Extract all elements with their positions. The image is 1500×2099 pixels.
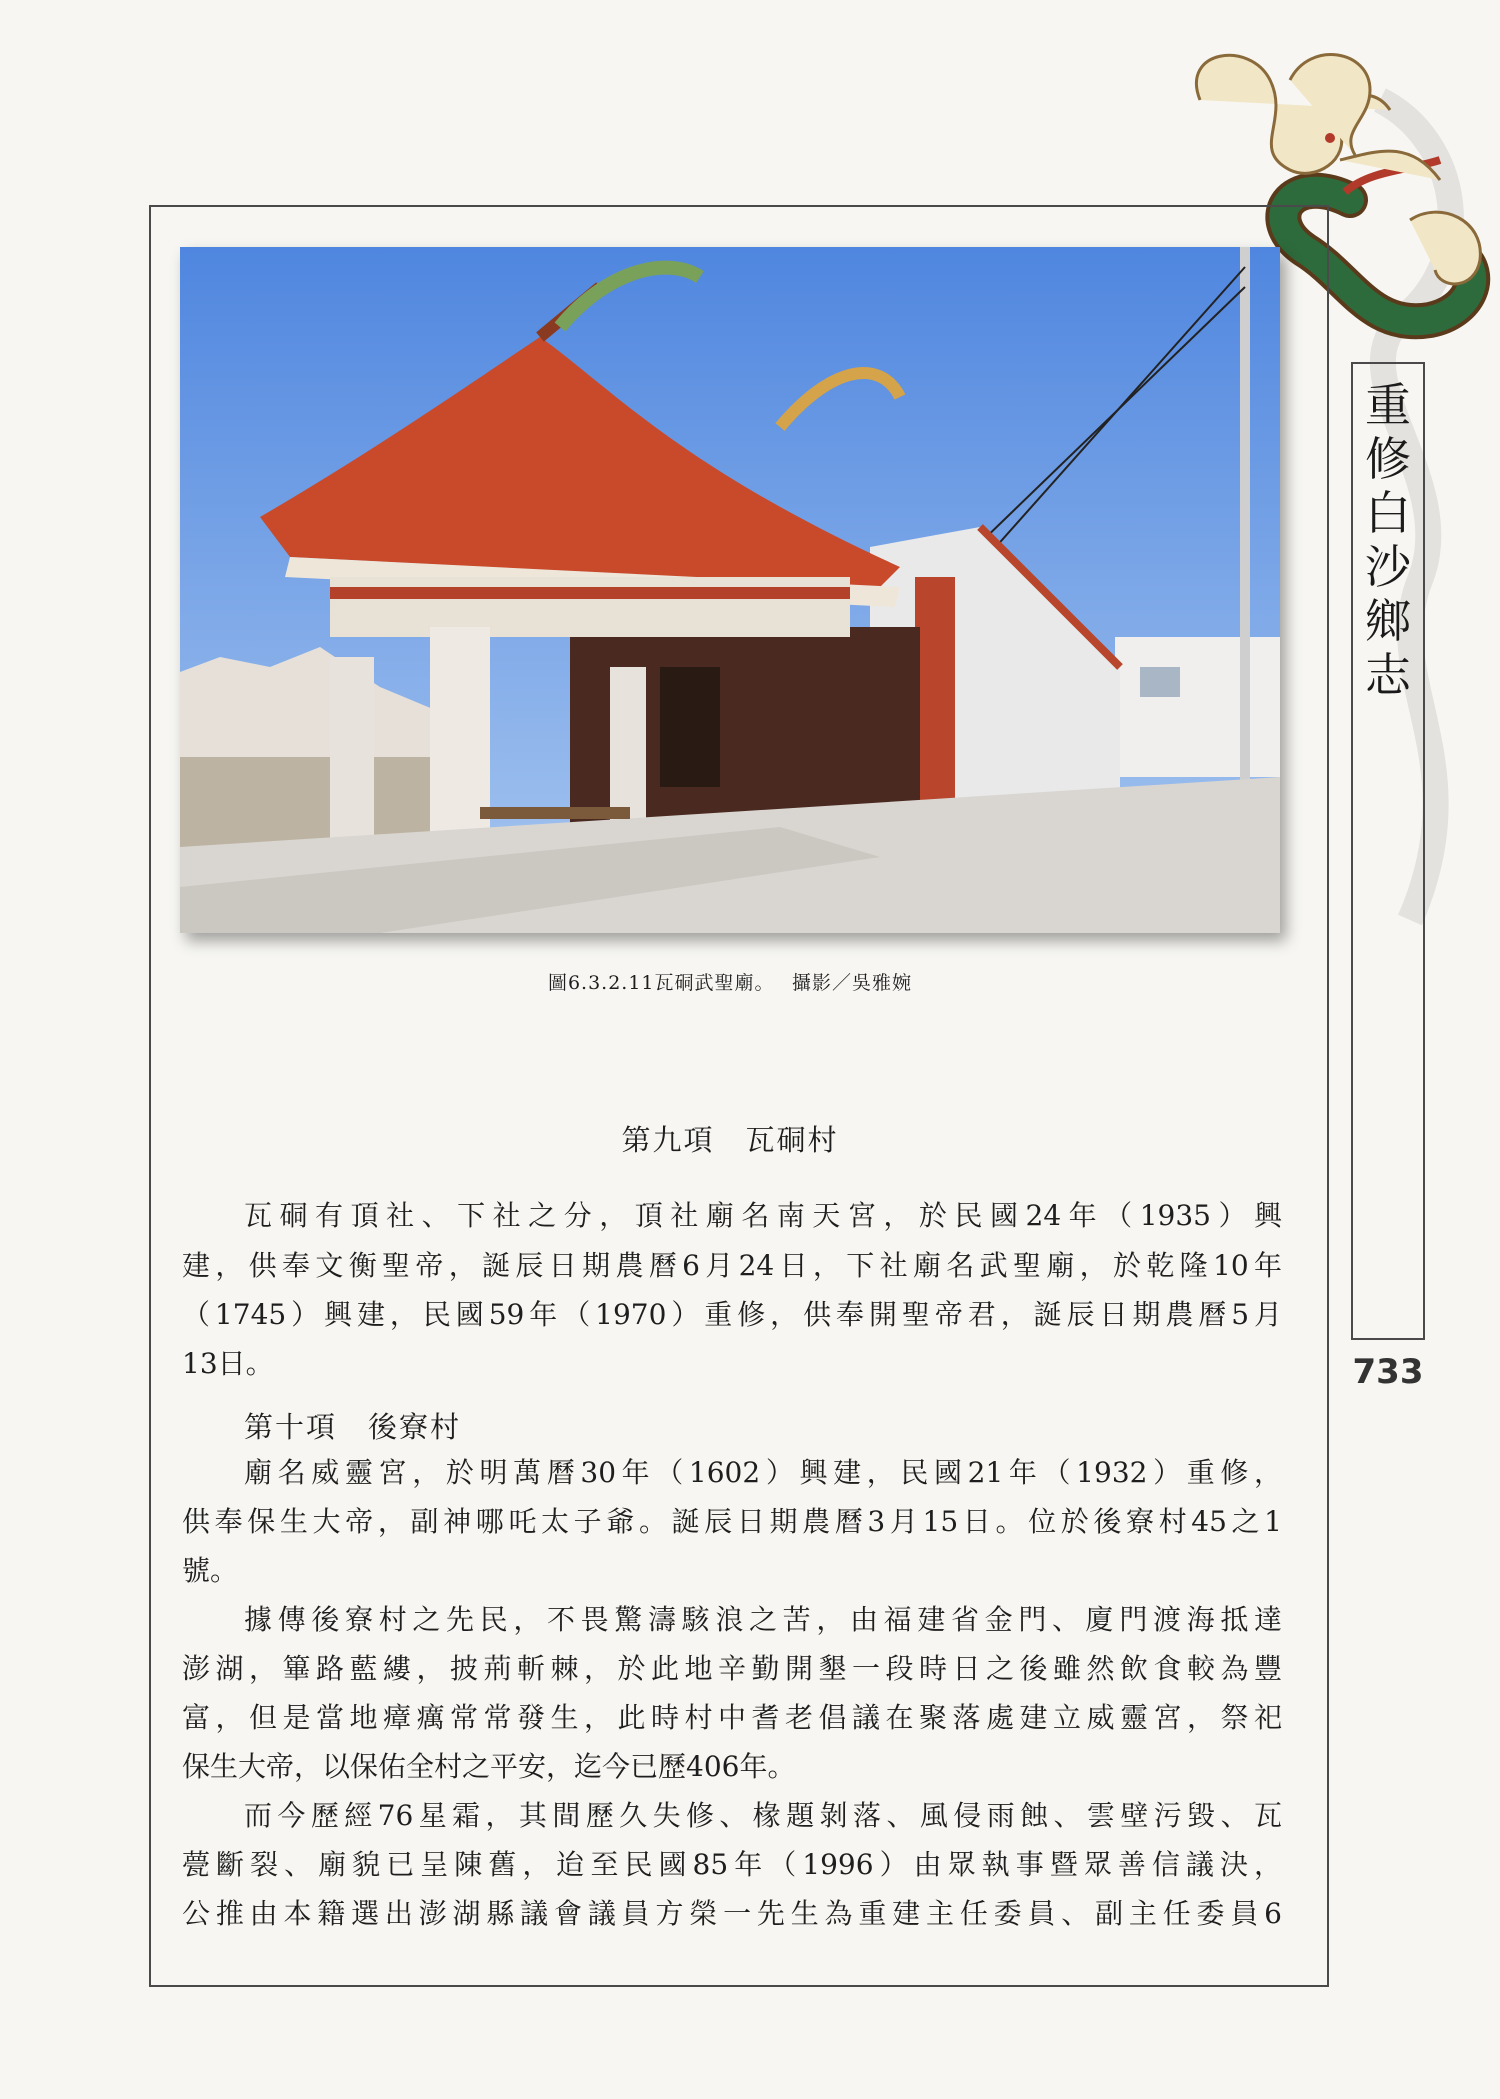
page-number: 733 (1352, 1352, 1424, 1392)
book-title-char: 重 (1365, 378, 1411, 432)
paragraph-line: 甍斷裂、廟貌已呈陳舊，迨至民國85年（1996）由眾執事暨眾善信議決， (182, 1848, 1282, 1881)
paragraph-line: 而今歷經76星霜，其間歷久失修、椽題剝落、風侵雨蝕、雲壁污毀、瓦 (244, 1799, 1282, 1832)
paragraph-line: 保生大帝，以保佑全村之平安，迄今已歷406年。 (182, 1750, 796, 1783)
photo-caption: 圖6.3.2.11瓦硐武聖廟。 攝影／吳雅婉 (547, 972, 913, 994)
subsection-title: 第十項 後寮村 (244, 1410, 462, 1444)
book-title-char: 志 (1365, 648, 1411, 702)
section-paragraph-line: 13日。 (182, 1347, 274, 1380)
section-paragraph-line: （1745）興建，民國59年（1970）重修，供奉開聖帝君，誕辰日期農曆5月 (182, 1298, 1282, 1331)
book-title-char: 修 (1365, 432, 1411, 486)
section-paragraph-line: 建，供奉文衡聖帝，誕辰日期農曆6月24日，下社廟名武聖廟，於乾隆10年 (182, 1249, 1282, 1282)
paragraph-line: 據傳後寮村之先民，不畏驚濤駭浪之苦，由福建省金門、廈門渡海抵達 (244, 1603, 1282, 1636)
section-title: 第九項 瓦硐村 (621, 1123, 839, 1157)
book-title-char: 白 (1365, 486, 1411, 540)
book-title-char: 沙 (1365, 540, 1411, 594)
paragraph-line: 澎湖，篳路藍縷，披荊斬棘，於此地辛勤開墾一段時日之後雖然飲食較為豐 (182, 1652, 1282, 1685)
temple-photo (180, 247, 1280, 933)
paragraph-line: 富，但是當地瘴癘常常發生，此時村中耆老倡議在聚落處建立威靈宮，祭祀 (182, 1701, 1282, 1734)
paragraph-line: 號。 (182, 1554, 239, 1587)
paragraph-line: 廟名威靈宮，於明萬曆30年（1602）興建，民國21年（1932）重修， (244, 1456, 1282, 1489)
section-paragraph-line: 瓦硐有頂社、下社之分，頂社廟名南天宮，於民國24年（1935）興 (244, 1199, 1282, 1232)
paragraph-line: 供奉保生大帝，副神哪吒太子爺。誕辰日期農曆3月15日。位於後寮村45之1 (182, 1505, 1282, 1538)
book-title-vertical (1358, 378, 1418, 702)
book-title-char: 鄉 (1365, 594, 1411, 648)
paragraph-line: 公推由本籍選出澎湖縣議會議員方榮一先生為重建主任委員、副主任委員6 (182, 1897, 1282, 1930)
